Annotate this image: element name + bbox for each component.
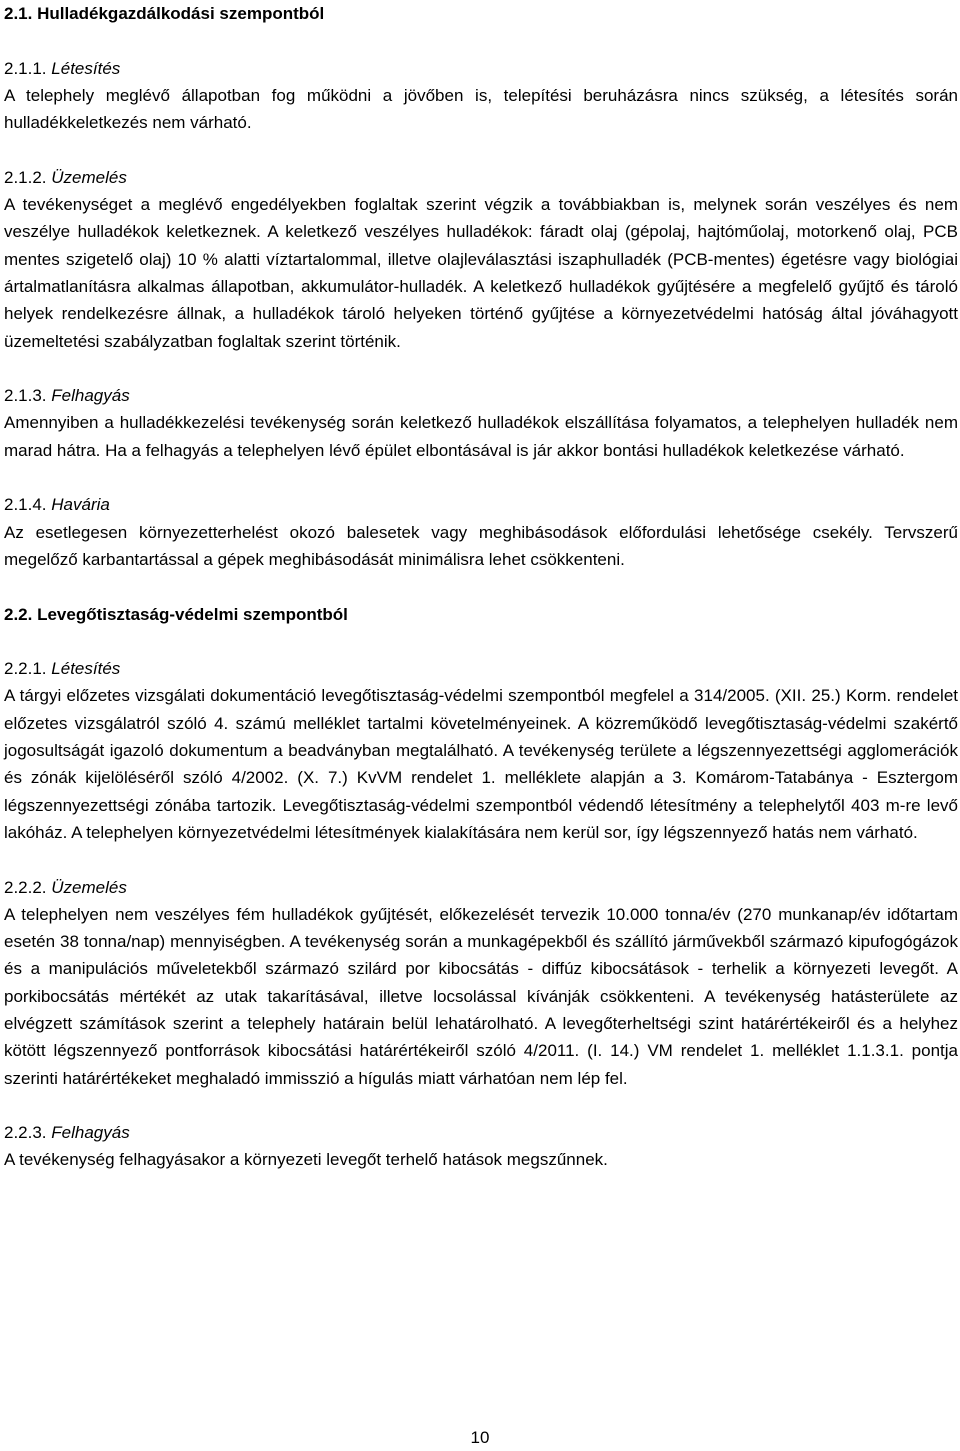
subsection-title: Üzemelés <box>51 167 127 187</box>
subsection-heading <box>4 1119 958 1146</box>
paragraph: Amennyiben a hulladékkezelési tevékenység során keletkező hulladékok elszállítása folyamatos, a telephelyen hulladék nem marad hátra. Ha a felhagyás a telephelyen lévő épület elbontásával is jár akkor bontási hulladékok keletkezése várható. <box>4 413 958 460</box>
paragraph: A tevékenységet a meglévő engedélyekben foglaltak szerint végzik a továbbiakban is, melynek során veszélyes és nem veszélye hulladékok keletkeznek. A keletkező veszélyes hulladékok: fáradt olaj (gépolaj, hajtóműolaj, motorkenő olaj, PCB mentes szigetelő olaj) 10 % alatti víztartalommal, illetve olajleválasztási iszaphulladék (PCB-mentes) égetésre vagy biológiai ártalmatlanításra alkalmas állapotban, akkumulátor-hulladék. A keletkező hulladékok gyűjtésére a megfelelő gyűjtő és tároló helyek rendelkezésre állnak, a hulladékok tároló helyeken történő gyűjtése a környezetvédelmi hatóság által jóváhagyott üzemeltetési szabályzatban foglaltak szerint történik. <box>4 195 958 351</box>
spacer <box>4 464 958 491</box>
page-number: 10 <box>470 1428 490 1447</box>
subsection-title: Havária <box>51 495 110 515</box>
section-heading: 2.2. Levegőtisztaság-védelmi szempontból <box>4 604 348 624</box>
subsection-number: 2.1.4. <box>4 495 47 515</box>
paragraph: Az esetlegesen környezetterhelést okozó balesetek vagy meghibásodások előfordulási lehetősége csekély. Tervszerű megelőző karbantartással a gépek meghibásodását minimálisra lehet csökkenteni. <box>4 522 958 569</box>
subsection-number: 2.2.2. <box>4 877 47 897</box>
paragraph: A telephelyen nem veszélyes fém hulladékok gyűjtését, előkezelését tervezik 10.000 tonna/év (270 munkanap/év időtartam esetén 38 tonna/nap) mennyiségben. A tevékenység során a munkagépekből és szállító járművekből származó kipufogógázok és a manipulációs műveletekből származó szilárd por kibocsátás - diffúz kibocsátások - terhelik a környezeti levegőt. A porkibocsátás mértékét az utak takarításával, illetve locsolással kívánják csökkenteni. A tevékenység hatásterülete az elvégzett számítások szerint a telephely határain belül lehatárolható. A levegőterheltségi szint határértékeiről és a helyhez kötött légszennyező pontforrások kibocsátási határértékeiről szóló 4/2011. (I. 14.) VM rendelet 1. melléklet 1.1.3.1. pontja szerinti határértékeket meghaladó immisszió a hígulás miatt várhatóan nem lép fel. <box>4 904 958 1088</box>
subsection-title: Felhagyás <box>51 386 130 406</box>
paragraph: A tárgyi előzetes vizsgálati dokumentáció levegőtisztaság-védelmi szempontból megfelel a 314/2005. (XII. 25.) Korm. rendelet előzetes vizsgálatról szóló 4. számú melléklet tartalmi követelményeinek. A közreműködő levegőtisztaság-védelmi szakértő jogosultságát igazoló dokumentum a beadványban megtalálható. A tevékenység területe a légszennyezettségi agglomerációk és zónák kijelöléséről szóló 4/2002. (X. 7.) KvVM rendelet 1. melléklete alapján a 3. Komárom-Tatabánya - Esztergom légszennyezettségi zónába tartozik. Levegőtisztaság-védelmi szempontból védendő létesítmény a telephelytől 403 m-re levő lakóház. A telephelyen környezetvédelmi létesítmények kialakítására nem kerül sor, így légszennyező hatás nem várható. <box>4 686 958 842</box>
spacer <box>4 1092 958 1119</box>
spacer <box>4 628 958 655</box>
spacer <box>4 27 958 54</box>
subsection-title: Üzemelés <box>51 877 127 897</box>
paragraph: A telephely meglévő állapotban fog működni a jövőben is, telepítési beruházásra nincs szükség, a létesítés során hulladékkeletkezés nem várható. <box>4 85 958 133</box>
subsection-title: Létesítés <box>51 58 121 78</box>
paragraph: A tevékenység felhagyásakor a környezeti levegőt terhelő hatások megszűnnek. <box>4 1150 608 1170</box>
document-body <box>4 0 958 1174</box>
subsection-number: 2.2.3. <box>4 1123 47 1143</box>
section-heading: 2.1. Hulladékgazdálkodási szempontból <box>4 4 325 23</box>
subsection-number: 2.1.2. <box>4 167 47 187</box>
subsection-heading <box>4 382 958 409</box>
subsection-heading <box>4 55 958 82</box>
spacer <box>4 136 958 163</box>
subsection-number: 2.2.1. <box>4 659 47 679</box>
spacer <box>4 846 958 873</box>
spacer <box>4 355 958 382</box>
subsection-number: 2.1.1. <box>4 58 47 78</box>
subsection-heading <box>4 655 958 682</box>
subsection-title: Felhagyás <box>51 1123 130 1143</box>
subsection-heading <box>4 164 958 191</box>
spacer <box>4 573 958 600</box>
subsection-heading <box>4 491 958 518</box>
subsection-title: Létesítés <box>51 659 121 679</box>
subsection-heading <box>4 874 958 901</box>
subsection-number: 2.1.3. <box>4 386 47 406</box>
